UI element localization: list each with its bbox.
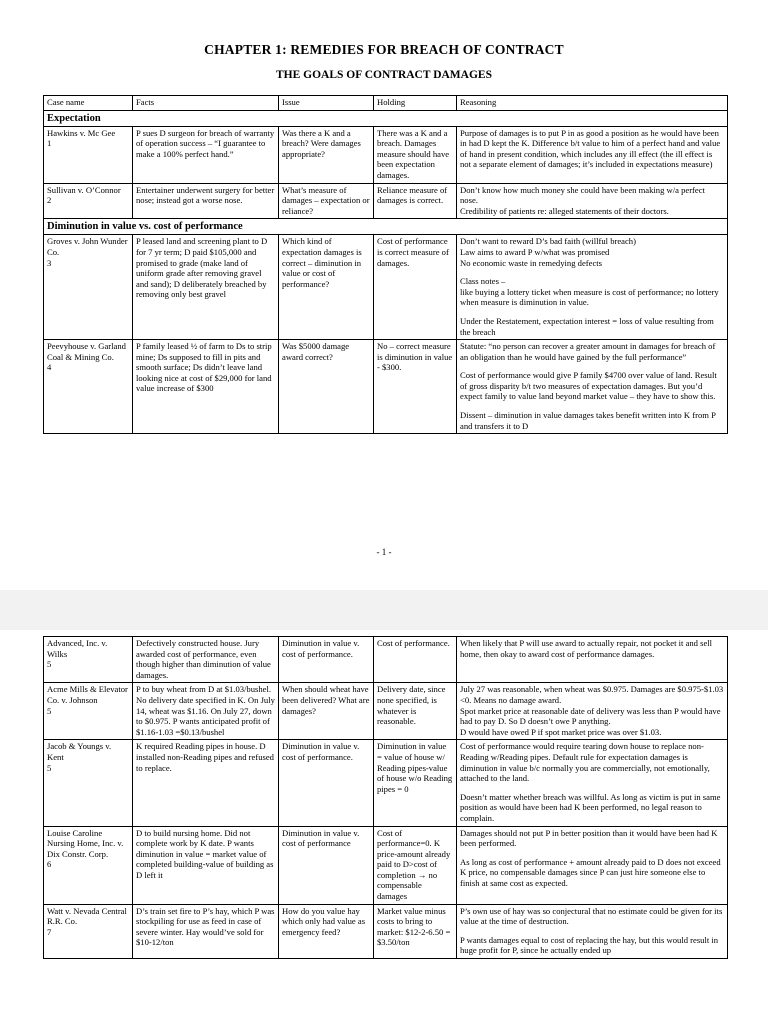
case-name-cell: Hawkins v. Mc Gee 1 xyxy=(44,126,133,183)
facts-cell: D to build nursing home. Did not complete work by K date. P wants diminution in value = market value of completed building-value of building as D left it xyxy=(133,826,279,904)
case-name-cell: Jacob & Youngs v. Kent 5 xyxy=(44,740,133,826)
table-row xyxy=(44,340,728,434)
reasoning-paragraph: Doesn’t matter whether breach was willful. As long as victim is put in same position as would have been had K been performed, no legal reason to complain. xyxy=(460,791,721,823)
reasoning-paragraph: Don’t know how much money she could have been making w/a perfect nose. Credibility of patients re: alleged statements of their doctors. xyxy=(460,184,705,216)
reasoning-paragraph: Cost of performance would give P family $4700 over value of land. Result of gross disparity b/t two measures of expectation damages. But you’d expect family to value land beyond market value – they have to show this. xyxy=(460,370,717,402)
reasoning-paragraph: Under the Restatement, expectation interest = loss of value resulting from the breach xyxy=(460,315,714,337)
reasoning-paragraph: Statute: “no person can recover a greater amount in damages for breach of an obligation than he would have gained by the full performance” xyxy=(460,341,716,362)
case-name-cell: Advanced, Inc. v. Wilks 5 xyxy=(44,637,133,683)
page-2 xyxy=(0,630,768,1024)
holding-cell: Cost of performance. xyxy=(374,637,457,683)
table-row xyxy=(44,183,728,219)
table-row xyxy=(44,683,728,740)
reasoning-cell xyxy=(457,183,728,219)
issue-cell: Was $5000 damage award correct? xyxy=(279,340,374,434)
header-issue: Issue xyxy=(279,96,374,111)
holding-cell: Diminution in value = value of house w/ Reading pipes-value of house w/o Reading pipes = 0 xyxy=(374,740,457,826)
reasoning-paragraph: Don’t want to reward D’s bad faith (willful breach) Law aims to award P w/what was promised No economic waste in remedying defects xyxy=(460,236,636,268)
issue-cell: Which kind of expectation damages is correct – diminution in value or cost of performance? xyxy=(279,235,374,340)
header-facts: Facts xyxy=(133,96,279,111)
holding-cell: Cost of performance=0. K price-amount already paid to D>cost of completion → no compensable damages xyxy=(374,826,457,904)
page-number: - 1 - xyxy=(376,547,392,557)
reasoning-paragraph: Damages should not put P in better position than it would have been had K been performed. xyxy=(460,827,718,849)
facts-cell: K required Reading pipes in house. D installed non-Reading pipes and refused to replace. xyxy=(133,740,279,826)
case-name-cell: Acme Mills & Elevator Co. v. Johnson 5 xyxy=(44,683,133,740)
section-title: THE GOALS OF CONTRACT DAMAGES xyxy=(276,69,492,81)
facts-cell: P sues D surgeon for breach of warranty of operation success – “I guarantee to make a 100% perfect hand.” xyxy=(133,126,279,183)
reasoning-paragraph: P wants damages equal to cost of replacing the hay, but this would result in huge profit for P, since he actually ended up xyxy=(460,934,719,956)
header-row xyxy=(44,96,728,111)
header-reasoning: Reasoning xyxy=(457,96,728,111)
case-name-cell: Sullivan v. O’Connor 2 xyxy=(44,183,133,219)
issue-cell: How do you value hay which only had value as emergency feed? xyxy=(279,904,374,958)
holding-cell: Cost of performance is correct measure of damages. xyxy=(374,235,457,340)
section-heading: Expectation xyxy=(44,110,728,126)
reasoning-paragraph: Dissent – diminution in value damages takes benefit written into K from P and transfers it to D xyxy=(460,410,716,431)
table-row xyxy=(44,740,728,826)
reasoning-paragraph: P’s own use of hay was so conjectural that no estimate could be given for its value at the time of destruction. xyxy=(460,905,723,927)
reasoning-cell xyxy=(457,904,728,958)
table-row xyxy=(44,904,728,958)
facts-cell: P leased land and screening plant to D for 7 yr term; D paid $105,000 and promised to grade (make land of uniform grade after removing gravel and sand); D deliberately breached by removing only best gravel xyxy=(133,235,279,340)
cases-table-page-2 xyxy=(43,636,728,959)
holding-cell: Market value minus costs to bring to market: $12-2-6.50 = $3.50/ton xyxy=(374,904,457,958)
table-row xyxy=(44,126,728,183)
facts-cell: P family leased ½ of farm to Ds to strip mine; Ds supposed to fill in pits and smooth surface; Ds didn’t leave land looking nice at cost of $29,000 for land value increase of $300 xyxy=(133,340,279,434)
section-heading-row xyxy=(44,110,728,126)
section-heading: Diminution in value vs. cost of performance xyxy=(44,219,728,235)
case-name-cell: Louise Caroline Nursing Home, Inc. v. Dix Constr. Corp. 6 xyxy=(44,826,133,904)
reasoning-paragraph: July 27 was reasonable, when wheat was $0.975. Damages are $0.975-$1.03 <0. Means no damage award. Spot market price at reasonable date of delivery was less than P would have had to pay D. So D doesn’t owe P anything. D would have owed P if spot market price was over $1.03. xyxy=(460,684,724,737)
reasoning-paragraph: As long as cost of performance + amount already paid to D does not exceed K price, no compensable damages since P can just hire someone else to finish at same cost as expected. xyxy=(460,856,721,888)
holding-cell: Reliance measure of damages is correct. xyxy=(374,183,457,219)
issue-cell: Diminution in value v. cost of performance. xyxy=(279,637,374,683)
facts-cell: Defectively constructed house. Jury awarded cost of performance, even though higher than diminution of value damages. xyxy=(133,637,279,683)
reasoning-cell xyxy=(457,826,728,904)
page-gap xyxy=(0,590,768,630)
facts-cell: P to buy wheat from D at $1.03/bushel. No delivery date specified in K. On July 14, wheat was $1.16. On July 27, down to $0.975. P wants anticipated profit of $1.16-1.03 =$0.13/bushel xyxy=(133,683,279,740)
cases-table-body-2 xyxy=(44,637,728,959)
facts-cell: D’s train set fire to P’s hay, which P was stockpiling for use as feed in case of severe winter. Hay would’ve sold for $10-12/ton xyxy=(133,904,279,958)
cases-table-body xyxy=(44,96,728,434)
table-row xyxy=(44,826,728,904)
reasoning-paragraph: Class notes – like buying a lottery ticket when measure is cost of performance; no lottery when measure is diminution in value. xyxy=(460,276,719,308)
reasoning-cell xyxy=(457,683,728,740)
reasoning-cell xyxy=(457,637,728,683)
issue-cell: When should wheat have been delivered? What are damages? xyxy=(279,683,374,740)
reasoning-cell xyxy=(457,740,728,826)
table-row xyxy=(44,235,728,340)
holding-cell: There was a K and a breach. Damages measure should have been expectation damages. xyxy=(374,126,457,183)
issue-cell: Diminution in value v. cost of performance. xyxy=(279,740,374,826)
case-name-cell: Peevyhouse v. Garland Coal & Mining Co. 4 xyxy=(44,340,133,434)
reasoning-paragraph: Cost of performance would require tearing down house to replace non-Reading w/Reading pipes. Default rule for expectation damages is diminution in value b/c normally you are commercially, not emotionally, attached to the land. xyxy=(460,741,710,784)
section-heading-row xyxy=(44,219,728,235)
cases-table-page-1 xyxy=(43,95,728,434)
case-name-cell: Watt v. Nevada Central R.R. Co. 7 xyxy=(44,904,133,958)
case-name-cell: Groves v. John Wunder Co. 3 xyxy=(44,235,133,340)
reasoning-cell xyxy=(457,235,728,340)
reasoning-paragraph: Purpose of damages is to put P in as good a position as he would have been in had D kept the K. Difference b/t value to him of a perfect hand and value of hand in present condition, which includes any ill effect (the ill effect is not a separate element of damages; it’s included in expectations measure) xyxy=(460,127,721,170)
reasoning-cell xyxy=(457,126,728,183)
facts-cell: Entertainer underwent surgery for better nose; instead got a worse nose. xyxy=(133,183,279,219)
table-row xyxy=(44,637,728,683)
header-case-name: Case name xyxy=(44,96,133,111)
header-holding: Holding xyxy=(374,96,457,111)
holding-cell: No – correct measure is diminution in value - $300. xyxy=(374,340,457,434)
issue-cell: What’s measure of damages – expectation or reliance? xyxy=(279,183,374,219)
reasoning-cell xyxy=(457,340,728,434)
issue-cell: Was there a K and a breach? Were damages appropriate? xyxy=(279,126,374,183)
holding-cell: Delivery date, since none specified, is whatever is reasonable. xyxy=(374,683,457,740)
issue-cell: Diminution in value v. cost of performance xyxy=(279,826,374,904)
reasoning-paragraph: When likely that P will use award to actually repair, not pocket it and sell home, then okay to award cost of performance damages. xyxy=(460,638,713,659)
chapter-title: CHAPTER 1: REMEDIES FOR BREACH OF CONTRACT xyxy=(204,42,564,57)
